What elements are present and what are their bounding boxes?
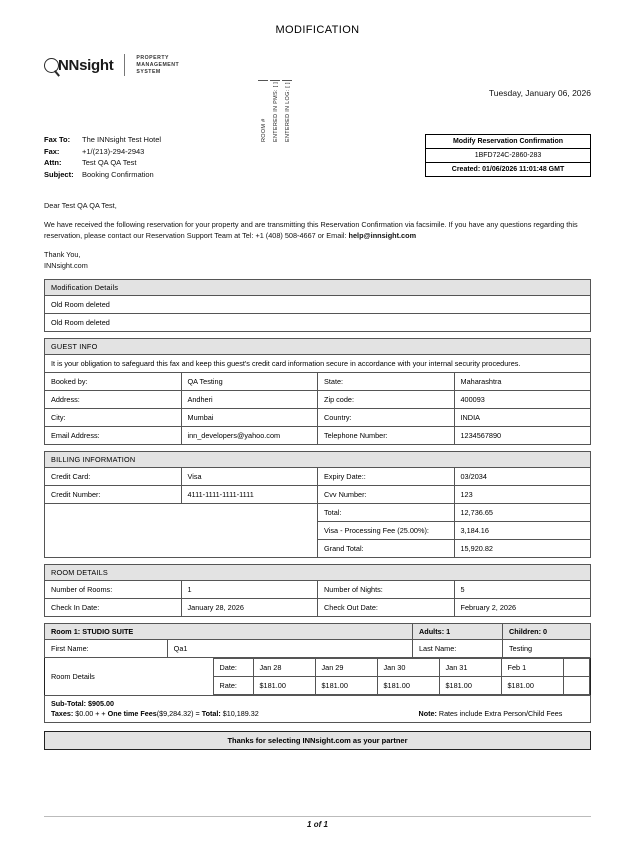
logo-tagline — [136, 55, 179, 76]
cvv-label: Cvv Number: — [318, 486, 455, 504]
rates-grid — [45, 658, 590, 695]
rate-cell-1: $181.00 — [315, 677, 377, 695]
credit-card-label: Credit Card: — [45, 468, 182, 486]
last-name-label: Last Name: — [413, 640, 503, 658]
footer-divider — [44, 816, 591, 817]
date-cell-3: Jan 31 — [439, 659, 501, 677]
modification-header-row — [45, 280, 591, 296]
letter-paragraph — [44, 219, 591, 241]
guest-info-notice: It is your obligation to safeguard this fax and keep this guest's credit card information secure in accordance with your internal security procedures. — [45, 355, 591, 373]
fax-to-row — [44, 134, 161, 146]
date-cell-0: Jan 28 — [253, 659, 315, 677]
processing-fee-label: Visa - Processing Fee (25.00%): — [318, 522, 455, 540]
stamp-room-number: ROOM # — [258, 80, 268, 142]
booked-by-value: QA Testing — [181, 373, 318, 391]
attn-value: Test QA QA Test — [82, 158, 137, 167]
table-row — [45, 504, 591, 522]
page-footer — [44, 816, 591, 829]
modification-details-table — [44, 279, 591, 332]
subject-value: Booking Confirmation — [82, 169, 154, 179]
modification-row-1: Old Room deleted — [45, 314, 591, 332]
letter-paragraph-text: We have received the following reservation for your property and are transmitting this Reservation Confirmation via facsimile. If you have any questions regarding this reservation, please contact our Reservation Support Team at Tel: +1 (408) 508-4667 or Email: — [44, 220, 578, 240]
page-number: 1 of 1 — [307, 820, 328, 829]
table-row — [45, 486, 591, 504]
city-label: City: — [45, 409, 182, 427]
rates-date-row — [45, 659, 590, 677]
sub-total-line: Sub-Total: $905.00 — [51, 699, 114, 708]
one-time-fees-value: ($9,284.32) = — [156, 709, 202, 718]
subject-row — [44, 169, 161, 181]
rate-cell-2: $181.00 — [377, 677, 439, 695]
email-value: inn_developers@yahoo.com — [181, 427, 318, 445]
credit-number-label: Credit Number: — [45, 486, 182, 504]
rate-cell-empty — [563, 677, 590, 695]
document-date: Tuesday, January 06, 2026 — [488, 88, 591, 98]
email-label: Email Address: — [45, 427, 182, 445]
state-label: State: — [318, 373, 455, 391]
logo-divider — [124, 54, 125, 76]
attn-label: Attn: — [44, 158, 62, 167]
taxes-total-value: $10,189.32 — [220, 709, 259, 718]
guest-info-notice-row — [45, 355, 591, 373]
fax-to-label: Fax To: — [44, 135, 71, 144]
logo-word-nn: NN — [58, 56, 80, 74]
logo-mark — [44, 57, 113, 74]
one-time-fees-label: One time Fees — [107, 709, 157, 718]
address-value: Andheri — [181, 391, 318, 409]
room-1-adults: Adults: 1 — [413, 624, 503, 640]
note-label: Note: — [418, 709, 437, 718]
confirmation-number: 1BFD724C-2860-283 — [426, 149, 590, 163]
letter-thanks: Thank You, — [44, 250, 81, 259]
first-name-label: First Name: — [45, 640, 168, 658]
number-of-rooms-value: 1 — [181, 581, 318, 599]
room-1-children: Children: 0 — [503, 624, 591, 640]
rate-cell-4: $181.00 — [501, 677, 563, 695]
stamp-entered-in-pms: ENTERED IN PMS: [ ] — [270, 80, 280, 142]
subject-label: Subject: — [44, 169, 74, 179]
table-row — [45, 640, 591, 658]
fax-header-section — [0, 134, 635, 192]
last-name-value: Testing — [503, 640, 591, 658]
total-value: 12,736.65 — [454, 504, 591, 522]
number-of-nights-label: Number of Nights: — [318, 581, 455, 599]
logo-word-sight: sight — [79, 56, 114, 74]
document-title: MODIFICATION — [275, 24, 360, 36]
guest-info-header-row — [45, 339, 591, 355]
credit-number-value: 4111-1111-1111-1111 — [181, 486, 318, 504]
date-cell-empty — [563, 659, 590, 677]
number-of-rooms-label: Number of Rooms: — [45, 581, 182, 599]
rate-cell-0: $181.00 — [253, 677, 315, 695]
billing-information-table — [44, 451, 591, 558]
booked-by-label: Booked by: — [45, 373, 182, 391]
modification-heading: Modification Details — [45, 280, 591, 296]
guest-info-table — [44, 338, 591, 445]
letter-signature: INNsight.com — [44, 261, 88, 270]
check-in-label: Check In Date: — [45, 599, 182, 617]
taxes-amount: $0.00 + + — [75, 709, 108, 718]
billing-spacer-cell — [45, 504, 318, 558]
fax-details-list — [44, 134, 161, 180]
support-email: help@innsight.com — [348, 231, 417, 240]
logo-tagline-line1: PROPERTY — [136, 54, 169, 61]
processing-fee-value: 3,184.16 — [454, 522, 591, 540]
confirmation-heading: Modify Reservation Confirmation — [426, 135, 590, 149]
billing-header-row — [45, 452, 591, 468]
number-of-nights-value: 5 — [454, 581, 591, 599]
room-1-table — [44, 623, 591, 723]
innsight-logo — [44, 54, 179, 76]
table-row — [45, 409, 591, 427]
room-details-header-row — [45, 565, 591, 581]
taxes-total-label: Total: — [201, 709, 221, 718]
fax-label: Fax: — [44, 146, 60, 156]
table-row — [45, 581, 591, 599]
table-row — [45, 427, 591, 445]
room-details-table — [44, 564, 591, 617]
fax-value: +1/(213)-294-2943 — [82, 146, 145, 156]
magnifier-icon — [44, 58, 59, 73]
cvv-value: 123 — [454, 486, 591, 504]
attn-row — [44, 157, 161, 169]
state-value: Maharashtra — [454, 373, 591, 391]
grand-total-value: 15,920.82 — [454, 540, 591, 558]
expiry-date-value: 03/2034 — [454, 468, 591, 486]
table-row — [45, 314, 591, 332]
credit-card-value: Visa — [181, 468, 318, 486]
table-row — [45, 468, 591, 486]
fax-number-row — [44, 146, 161, 158]
room-1-heading: Room 1: STUDIO SUITE — [45, 624, 413, 640]
expiry-date-label: Expiry Date:: — [318, 468, 455, 486]
table-row — [45, 391, 591, 409]
rate-cell-3: $181.00 — [439, 677, 501, 695]
fax-to-value: The INNsight Test Hotel — [82, 135, 162, 144]
note-value: Rates include Extra Person/Child Fees — [436, 709, 563, 718]
logo-tagline-line3: SYSTEM — [136, 68, 161, 75]
date-cell-4: Feb 1 — [501, 659, 563, 677]
taxes-label: Taxes: — [51, 709, 76, 718]
zip-label: Zip code: — [318, 391, 455, 409]
address-label: Address: — [45, 391, 182, 409]
modification-row-0: Old Room deleted — [45, 296, 591, 314]
grand-total-label: Grand Total: — [318, 540, 455, 558]
telephone-value: 1234567890 — [454, 427, 591, 445]
total-label: Total: — [318, 504, 455, 522]
country-value: INDIA — [454, 409, 591, 427]
date-row-label: Date: — [213, 659, 253, 677]
letter-body — [44, 200, 591, 271]
city-value: Mumbai — [181, 409, 318, 427]
check-in-value: January 28, 2026 — [181, 599, 318, 617]
room-details-heading: ROOM DETAILS — [45, 565, 591, 581]
telephone-label: Telephone Number: — [318, 427, 455, 445]
first-name-value: Qa1 — [167, 640, 412, 658]
zip-value: 400093 — [454, 391, 591, 409]
stamp-entered-in-log: ENTERED IN LOG: [ ] — [282, 80, 292, 142]
check-out-value: February 2, 2026 — [454, 599, 591, 617]
logo-tagline-line2: MANAGEMENT — [136, 61, 180, 68]
billing-heading: BILLING INFORMATION — [45, 452, 591, 468]
date-cell-2: Jan 30 — [377, 659, 439, 677]
check-out-label: Check Out Date: — [318, 599, 455, 617]
guest-info-heading: GUEST INFO — [45, 339, 591, 355]
room-summary-row — [45, 696, 591, 723]
rates-note-block — [413, 696, 591, 723]
table-row — [45, 296, 591, 314]
confirmation-created: Created: 01/06/2026 11:01:48 GMT — [451, 166, 565, 173]
room-totals-block — [45, 696, 413, 723]
thanks-banner: Thanks for selecting INNsight.com as your partner — [44, 731, 591, 750]
date-cell-1: Jan 29 — [315, 659, 377, 677]
confirmation-box — [425, 134, 591, 177]
rate-row-label: Rate: — [213, 677, 253, 695]
table-row — [45, 373, 591, 391]
room-rates-row — [45, 658, 591, 696]
country-label: Country: — [318, 409, 455, 427]
room-1-header-row — [45, 624, 591, 640]
taxes-line — [51, 709, 407, 719]
letter-salutation: Dear Test QA QA Test, — [44, 201, 117, 210]
room-details-cell-label: Room Details — [45, 659, 213, 695]
table-row — [45, 599, 591, 617]
logo-wordmark — [58, 57, 113, 74]
